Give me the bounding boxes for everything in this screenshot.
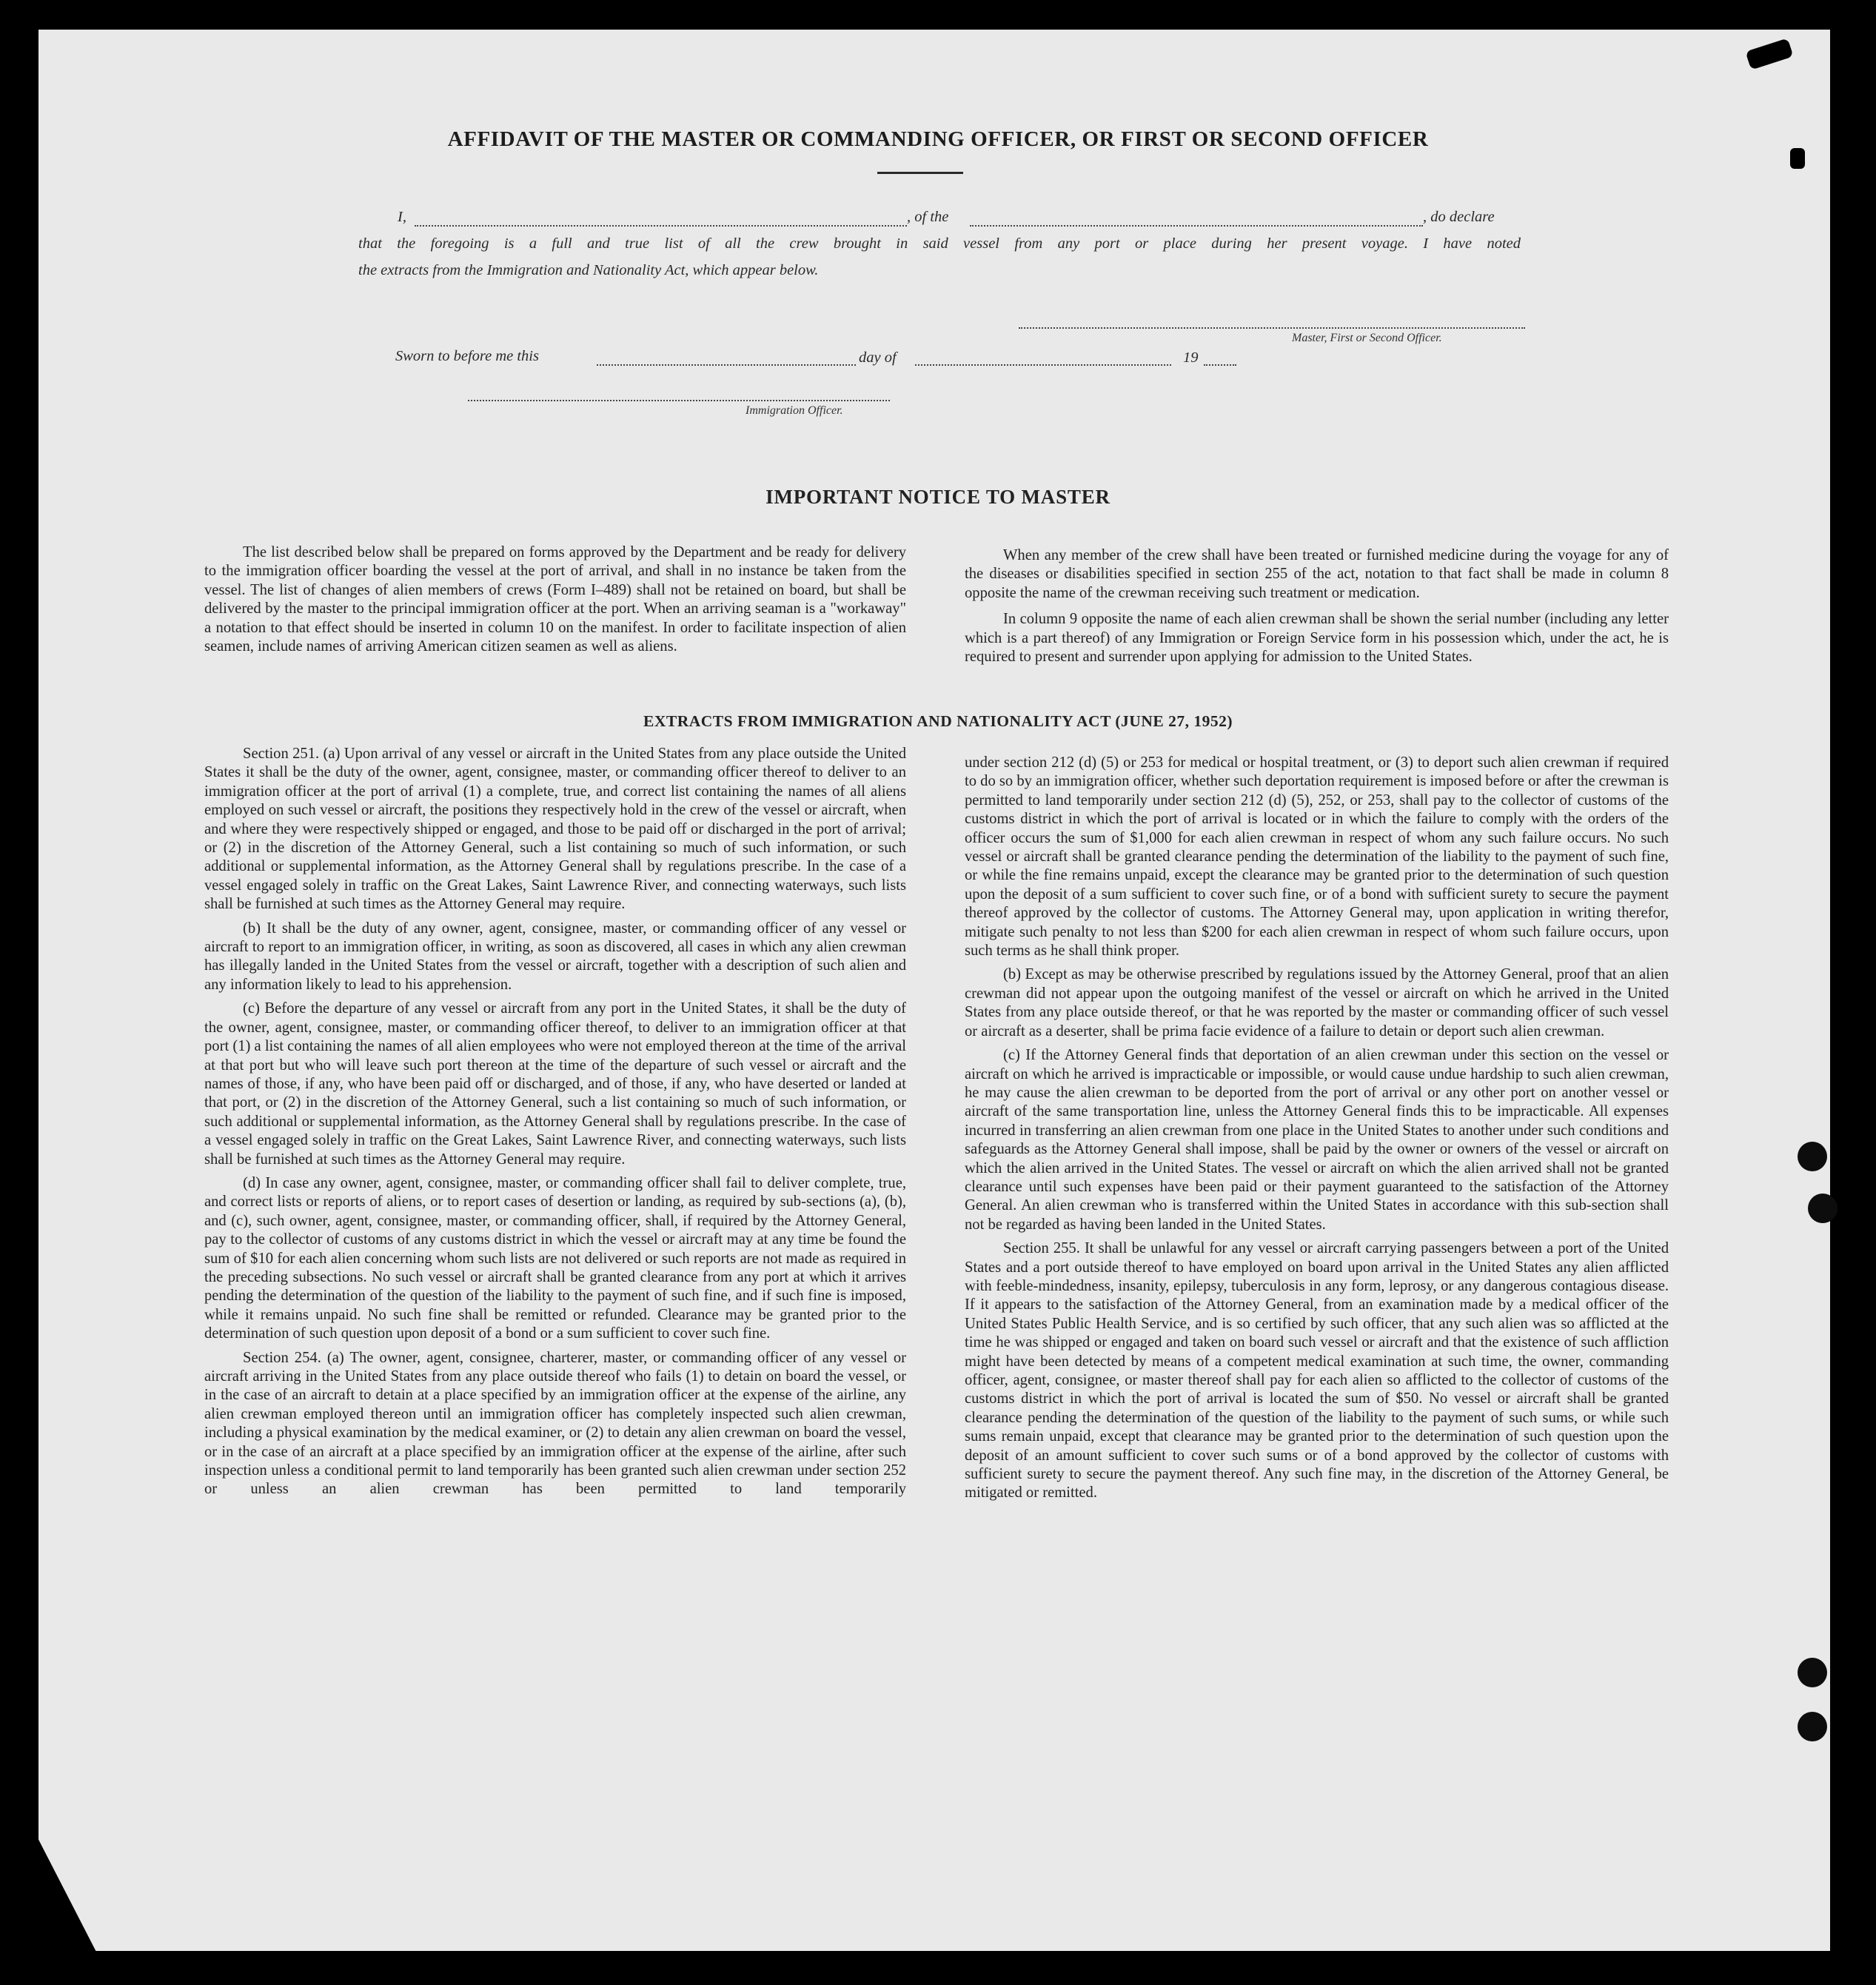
punch-hole <box>1808 1194 1838 1223</box>
section-251-a: Section 251. (a) Upon arrival of any vessel or aircraft in the United States from any place outside the United States it shall be the duty of the owner, agent, consignee, master, or commanding officer thereof to deliver to an immigration officer at the port of arrival (1) a complete, true, and correct list containing the names of all aliens employed on such vessel or aircraft, the positions they respectively hold in the crew of the vessel or aircraft, when and where they were respectively shipped or engaged, and those to be paid off or discharged in the port of arrival; or (2) in the discretion of the Attorney General, such a list containing so much of such information, or such additional or supplemental information, as the Attorney General shall by regulations prescribe. In the case of a vessel engaged solely in traffic on the Great Lakes, Saint Lawrence River, and connecting waterways, such lists shall be furnished at such times as the Attorney General may require. <box>204 746 906 913</box>
extracts-left-column <box>204 745 906 1504</box>
punch-hole <box>1798 1712 1827 1741</box>
punch-hole <box>1798 1658 1827 1687</box>
section-254-a: Section 254. (a) The owner, agent, consignee, charterer, master, or commanding officer of any vessel or aircraft arriving in the United States from any place outside thereof who fails (1) to detain on board the vessel, or in the case of an aircraft to detain at a place specified by an immigration officer at the expense of the airline, any alien crewman employed thereon until an immigration officer has completely inspected such alien crewman, including a physical examination by the medical examiner, or (2) to detain any alien crewman on board the vessel, or in the case of an aircraft at a place specified by an immigration officer at the expense of the airline, after such inspection unless a conditional permit to land temporarily has been granted such alien crewman under section 252 or unless an alien crewman has been permitted to land temporarily <box>204 1349 906 1498</box>
vessel-name-field[interactable] <box>970 225 1423 227</box>
officer-signature-line[interactable] <box>468 400 890 401</box>
notice-title: IMPORTANT NOTICE TO MASTER <box>766 486 1110 508</box>
extracts-right-column <box>965 754 1669 1508</box>
sworn-month-field[interactable] <box>915 364 1171 366</box>
notice-left-paragraph: The list described below shall be prepared on forms approved by the Department and be ready for delivery to the immigration officer boarding the vessel at the port of arrival, and shall in no instance be taken from the vessel. The list of changes of alien members of crews (Form I–489) shall not be retained on board, but shall be delivered by the master to the principal immigration officer at the port. When an arriving seaman is a "workaway" a notation to that effect should be inserted in column 10 on the manifest. In order to facilitate inspection of alien seamen, include names of arriving American citizen seamen as well as aliens. <box>204 544 906 655</box>
of-the-label: , of the <box>907 209 949 225</box>
master-signature-caption: Master, First or Second Officer. <box>1292 332 1442 344</box>
sworn-label: Sworn to before me this <box>395 348 539 364</box>
notice-left-column <box>204 543 906 661</box>
declaration-line-2: that the foregoing is a full and true list of all the crew brought in said vessel from any port or place during her present voyage. I have noted <box>358 235 1521 252</box>
notice-right-paragraph-2: In column 9 opposite the name of each alien crewman shall be shown the serial number (including any letter which is a part thereof) of any Immigration or Foreign Service form in his possession which, under the act, he is required to present and surrender upon applying for admission to the United States. <box>965 611 1669 666</box>
officer-signature-caption: Immigration Officer. <box>746 404 843 417</box>
sworn-day-field[interactable] <box>597 364 856 366</box>
section-254-a-continued: under section 212 (d) (5) or 253 for medical or hospital treatment, or (3) to deport such alien crewman if required to do so by an immigration officer, whether such deportation requirement is imposed before or after the crewman is permitted to land temporarily under section 212 (d) (5), 252, or 253, shall pay to the collector of customs of the customs district in which the port of arrival is located or in which the failure to comply with the orders of the officer occurs the sum of $1,000 for each alien crewman in respect of whom any such failure occurs. No such vessel or aircraft shall be granted clearance pending the determination of the liability to the payment of such fine, or while the fine remains unpaid, except the clearance may be granted prior to the determination of such question upon the deposit of a sum sufficient to cover such fine, or of a bond with sufficient surety to secure the payment thereof approved by the collector of customs. The Attorney General may, upon application in writing therefor, mitigate such penalty to not less than $200 for each alien crewman in respect of whom such failure occurs, upon such terms as he shall think proper. <box>965 754 1669 960</box>
extracts-title: EXTRACTS FROM IMMIGRATION AND NATIONALITY ACT (JUNE 27, 1952) <box>643 712 1233 730</box>
notice-right-column <box>965 546 1669 672</box>
declarant-label: I, <box>398 209 406 225</box>
notice-right-paragraph-1: When any member of the crew shall have been treated or furnished medicine during the voyage for any of the diseases or disabilities specified in section 255 of the act, notation to that fact shall be made in column 8 opposite the name of the crewman receiving such treatment or medication. <box>965 547 1669 601</box>
sworn-year-field[interactable] <box>1204 364 1236 366</box>
section-251-c: (c) Before the departure of any vessel or aircraft from any port in the United States, it shall be the duty of the owner, agent, consignee, master, or commanding officer thereof, to deliver to an immigration officer at that port (1) a list containing the names of all alien employees who were not employed thereon at the time of the arrival at that port but who will leave such port thereon at the time of the departure of such vessel or aircraft and the names of those, if any, who have been paid off or discharged, and of those, if any, who have deserted or landed at that port, or (2) in the discretion of the Attorney General, such a list containing so much of such information, or such additional or supplemental information, as the Attorney General shall by regulations prescribe. In the case of a vessel engaged solely in traffic on the Great Lakes, Saint Lawrence River, and connecting waterways, such lists shall be furnished at such times as the Attorney General may require. <box>204 1000 906 1168</box>
declarant-name-field[interactable] <box>415 225 907 227</box>
title-rule <box>877 172 963 174</box>
year-prefix: 19 <box>1183 349 1199 366</box>
master-signature-line[interactable] <box>1019 327 1525 329</box>
section-251-d: (d) In case any owner, agent, consignee, master, or commanding officer shall fail to deliver complete, true, and correct lists or reports of aliens, or to report cases of desertion or landing, as required by sub-sections (a), (b), and (c), such owner, agent, consignee, master, or commanding officer, shall, if required by the Attorney General, pay to the collector of customs of any customs district in which the vessel or aircraft may at any time be found the sum of $10 for each alien concerning whom such lists are not delivered or such reports are not made as required in the preceding subsections. No such vessel or aircraft shall be granted clearance from any port at which it arrives pending the determination of the question of the liability to the payment of such fine, and if such fine is imposed, while it remains unpaid. No such fine shall be remitted or refunded. Clearance may be granted prior to the determination of such question upon deposit of a bond or a sum sufficient to cover such fine. <box>204 1174 906 1342</box>
section-255: Section 255. It shall be unlawful for any vessel or aircraft carrying passengers between a port of the United States and a port outside thereof to have employed on board upon arrival in the United States any alien afflicted with feeble-mindedness, insanity, epilepsy, tuberculosis in any form, leprosy, or any dangerous contagious disease. If it appears to the satisfaction of the Attorney General, from an examination made by a medical officer of the United States Public Health Service, and is so certified by such officer, that any such alien was so afflicted at the time he was shipped or engaged and taken on board such vessel or aircraft and that the existence of such affliction might have been detected by means of a competent medical examination at such time, the owner, commanding officer, agent, consignee, or master thereof shall pay for each alien so afflicted to the collector of customs of the customs district in which the port of arrival is located the sum of $50. No vessel or aircraft shall be granted clearance pending the determination of the question of the liability to the payment of such sums, or while such sums remain unpaid, except that clearance may be granted prior to the determination of such question upon the deposit of an amount sufficient to cover such sums or of a bond approved by the collector of customs with sufficient surety to secure the payment thereof. Any such fine may, in the discretion of the Attorney General, be mitigated or remitted. <box>965 1240 1669 1502</box>
affidavit-title: AFFIDAVIT OF THE MASTER OR COMMANDING OFFICER, OR FIRST OR SECOND OFFICER <box>447 127 1429 151</box>
do-declare-label: , do declare <box>1423 209 1495 225</box>
day-of-label: day of <box>859 349 897 366</box>
section-254-c: (c) If the Attorney General finds that deportation of an alien crewman under this section on the vessel or aircraft on which he arrived is impracticable or impossible, or would cause undue hardship to such alien crewman, he may cause the alien crewman to be deported from the port of arrival or any other port on another vessel or aircraft of the same transportation line, unless the Attorney General finds this to be impracticable. All expenses incurred in transferring an alien crewman from one place in the United States to another under such conditions and safeguards as the Attorney General shall impose, shall be paid by the owner or owners of the vessel or aircraft on which the alien arrived in the United States. The vessel or aircraft on which the alien arrived shall not be granted clearance until such expenses have been paid or their payment guaranteed to the satisfaction of the Attorney General. An alien crewman who is transferred within the United States in accordance with this sub-section shall not be regarded as having been landed in the United States. <box>965 1047 1669 1233</box>
declaration-line-3: the extracts from the Immigration and Nationality Act, which appear below. <box>358 262 819 278</box>
section-254-b: (b) Except as may be otherwise prescribed by regulations issued by the Attorney General, proof that an alien crewman did not appear upon the outgoing manifest of the vessel or aircraft on which he arrived in the United States from any place outside thereof, or that he was reported by the master or commanding officer of such vessel or aircraft as a deserter, shall be prima facie evidence of a failure to detain or deport such alien crewman. <box>965 966 1669 1040</box>
punch-hole <box>1798 1142 1827 1171</box>
section-251-b: (b) It shall be the duty of any owner, agent, consignee, master, or commanding officer of any vessel or aircraft to report to an immigration officer, in writing, as soon as discovered, all cases in which any alien crewman has illegally landed in the United States from the vessel or aircraft, together with a description of such alien and any information likely to lead to his apprehension. <box>204 920 906 993</box>
